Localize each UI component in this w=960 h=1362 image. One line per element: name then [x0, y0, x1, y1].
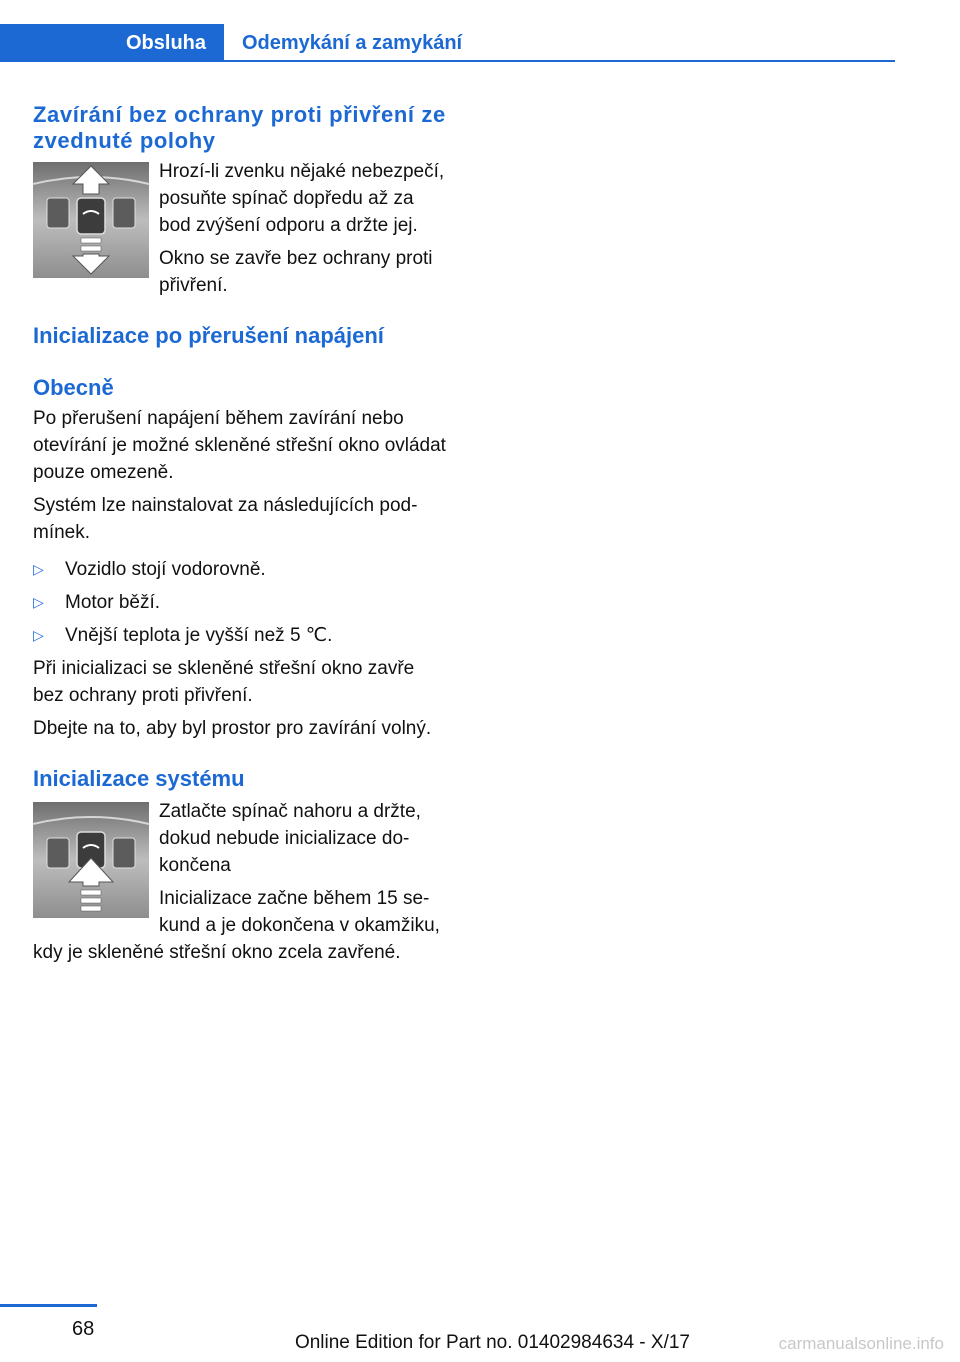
subheading-general: Obecně: [33, 375, 114, 400]
page-header: [0, 0, 960, 64]
triangle-bullet-icon: ▷: [33, 561, 44, 577]
tab-odemykani-a-zamykani[interactable]: Odemykání a zamykání: [242, 31, 463, 54]
list-item: ▷ Vozidlo stojí vodorovně.: [33, 556, 448, 583]
heading-system-initialization: Inicializace systému: [33, 766, 245, 791]
conditions-list: [33, 556, 448, 649]
footer-divider: [0, 1304, 97, 1307]
paragraph-keep-clear: Dbejte na to, aby byl prostor pro zavírání volný.: [33, 718, 432, 739]
list-item: ▷ Vnější teplota je vyšší než 5 ℃.: [33, 622, 448, 649]
paragraph-power-interruption: Po přerušení napájení během zavírání nebo otevírání je možné skleněné střešní okno ovládat pouze omezeně.: [33, 408, 446, 483]
section-closing-without-pinch: [33, 158, 448, 299]
heading-initialization-after-power-loss: Inicializace po přerušení napájení: [33, 323, 384, 348]
main-content: [33, 102, 448, 966]
paragraph-push-switch-up: Zatlačte spínač nahoru a držte, dokud nebude inicializace dokončena: [159, 801, 421, 876]
paragraph-initialization-timing: Inicializace začne během 15 sekund a je dokončena v okamžiku, kdy je skleněné střešní okno zcela zavřené.: [33, 888, 440, 963]
heading-closing-without-pinch: Zavírání bez ochrany proti přivření ze zvednuté polohy: [33, 102, 446, 153]
paragraph-conditions-intro: Systém lze nainstalovat za následujících podmínek.: [33, 495, 418, 543]
paragraph-initialization-closes: Při inicializaci se skleněné střešní okno zavře bez ochrany proti přivření.: [33, 658, 415, 706]
watermark: carmanualsonline.info: [778, 1334, 944, 1353]
page-number: 68: [72, 1318, 95, 1340]
triangle-bullet-icon: ▷: [33, 594, 44, 610]
list-item: ▷ Motor běží.: [33, 589, 448, 616]
header-divider: [0, 60, 895, 62]
paragraph-danger-push-switch: Hrozí-li zvenku nějaké nebezpečí, posuňte spínač dopředu až za bod zvýšení odporu a držte jej.: [159, 161, 445, 236]
section-system-initialization: [33, 798, 448, 966]
edition-note: Online Edition for Part no. 01402984634 - X/17: [294, 1332, 690, 1353]
triangle-bullet-icon: ▷: [33, 627, 44, 643]
tab-obsluha[interactable]: Obsluha: [0, 24, 224, 62]
switch-push-pull-illustration: [33, 162, 149, 278]
switch-push-up-illustration: [33, 802, 149, 918]
paragraph-window-closes: Okno se zavře bez ochrany proti přivření.: [159, 248, 433, 296]
